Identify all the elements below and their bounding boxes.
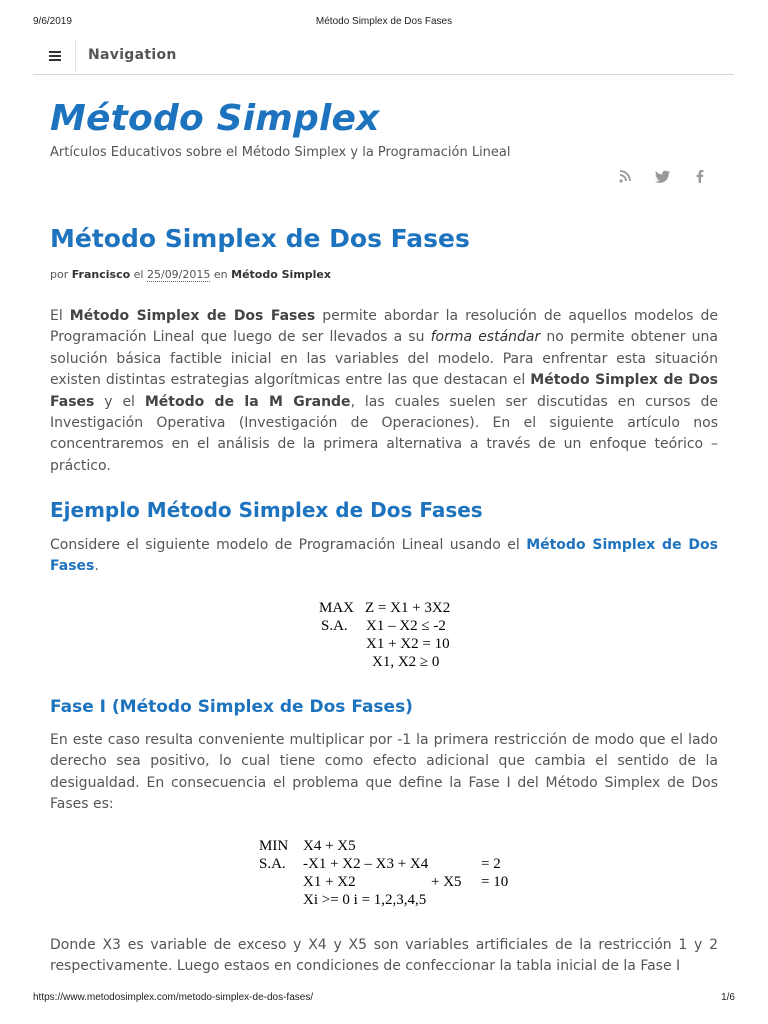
example-heading: Ejemplo Método Simplex de Dos Fases bbox=[50, 498, 483, 522]
print-date: 9/6/2019 bbox=[33, 16, 72, 27]
site-title[interactable]: Método Simplex bbox=[50, 98, 380, 139]
phase1-heading: Fase I (Método Simplex de Dos Fases) bbox=[50, 697, 413, 717]
text-run: Método Simplex de Dos Fases bbox=[50, 372, 719, 410]
post-author[interactable]: Francisco bbox=[71, 268, 131, 281]
text-run: no permite obtener una solución básica factible inicial en las variables del modelo. Para enfrentar esta situación existen distintas estrategias algorítmicas entre las que destacan el bbox=[50, 329, 718, 389]
phase1-after-paragraph: Donde X3 es variable de exceso y X4 y X5 son variables artificiales de la restricción 1 y 2 respectivamente. Luego estaos en condiciones de confeccionar la tabla inicial de la Fase I bbox=[50, 937, 718, 975]
post-category[interactable]: Método Simplex bbox=[231, 268, 331, 281]
facebook-icon[interactable] bbox=[689, 165, 711, 187]
print-footer bbox=[0, 992, 768, 1006]
rss-icon[interactable] bbox=[614, 165, 636, 187]
text-run: forma estándar bbox=[430, 329, 541, 346]
text-run: permite abordar la resolución de aquellos modelos de Programación Lineal que luego de ser llevados a su bbox=[50, 308, 718, 346]
inline-link[interactable]: Método Simplex de Dos Fases bbox=[50, 537, 718, 575]
hamburger-icon[interactable] bbox=[33, 40, 76, 72]
navbar bbox=[33, 40, 734, 75]
lp-model: MAX Z = X1 + 3X2 S.A. X1 – X2 ≤ -2 X1 + X2 = 10 X1, X2 ≥ 0 bbox=[319, 600, 451, 670]
intro-paragraph bbox=[50, 306, 718, 477]
text-run: . bbox=[94, 558, 99, 575]
post-date: 25/09/2015 bbox=[146, 268, 211, 281]
text-run: y el bbox=[94, 393, 145, 410]
text-run: El bbox=[50, 308, 70, 324]
post-title[interactable]: Método Simplex de Dos Fases bbox=[50, 224, 470, 253]
print-title: Método Simplex de Dos Fases bbox=[315, 16, 453, 27]
phase1-paragraph: En este caso resulta conveniente multiplicar por -1 la primera restricción de modo que el lado derecho sea positivo, lo cual tiene como efecto adicional que cambia el sentido de la desigualdad. En consecuencia el problema que define la Fase I del Método Simplex de Dos Fases es: bbox=[50, 732, 718, 813]
social-links bbox=[610, 165, 720, 187]
twitter-icon[interactable] bbox=[652, 165, 674, 187]
print-page-number: 1/6 bbox=[721, 992, 735, 1003]
text-run: , las cuales suelen ser discutidas en cursos de Investigación Operativa (Investigación de Operaciones). En el siguiente artículo nos concentraremos en el análisis de la primera alternativa a través de un enfoque teórico – práctico. bbox=[50, 393, 718, 474]
phase1-model: MIN X4 + X5 S.A. -X1 + X2 – X3 + X4 = 2 X1 + X2 + X5 = 10 Xi >= 0 i = 1,2,3,4,5 bbox=[259, 838, 509, 908]
text-run: Considere el siguiente modelo de Programación Lineal usando el bbox=[50, 537, 527, 553]
text-run: Método de la M Grande bbox=[144, 393, 351, 410]
post-meta: por Francisco el 25/09/2015 en Método Simplex bbox=[50, 268, 331, 281]
text-run: Método Simplex de Dos Fases bbox=[69, 308, 316, 324]
print-url: https://www.metodosimplex.com/metodo-simplex-de-dos-fases/ bbox=[33, 992, 314, 1003]
example-paragraph bbox=[50, 535, 718, 578]
navigation-label[interactable]: Navigation bbox=[88, 47, 177, 63]
site-description: Artículos Educativos sobre el Método Simplex y la Programación Lineal bbox=[50, 145, 511, 160]
print-header bbox=[0, 16, 768, 32]
